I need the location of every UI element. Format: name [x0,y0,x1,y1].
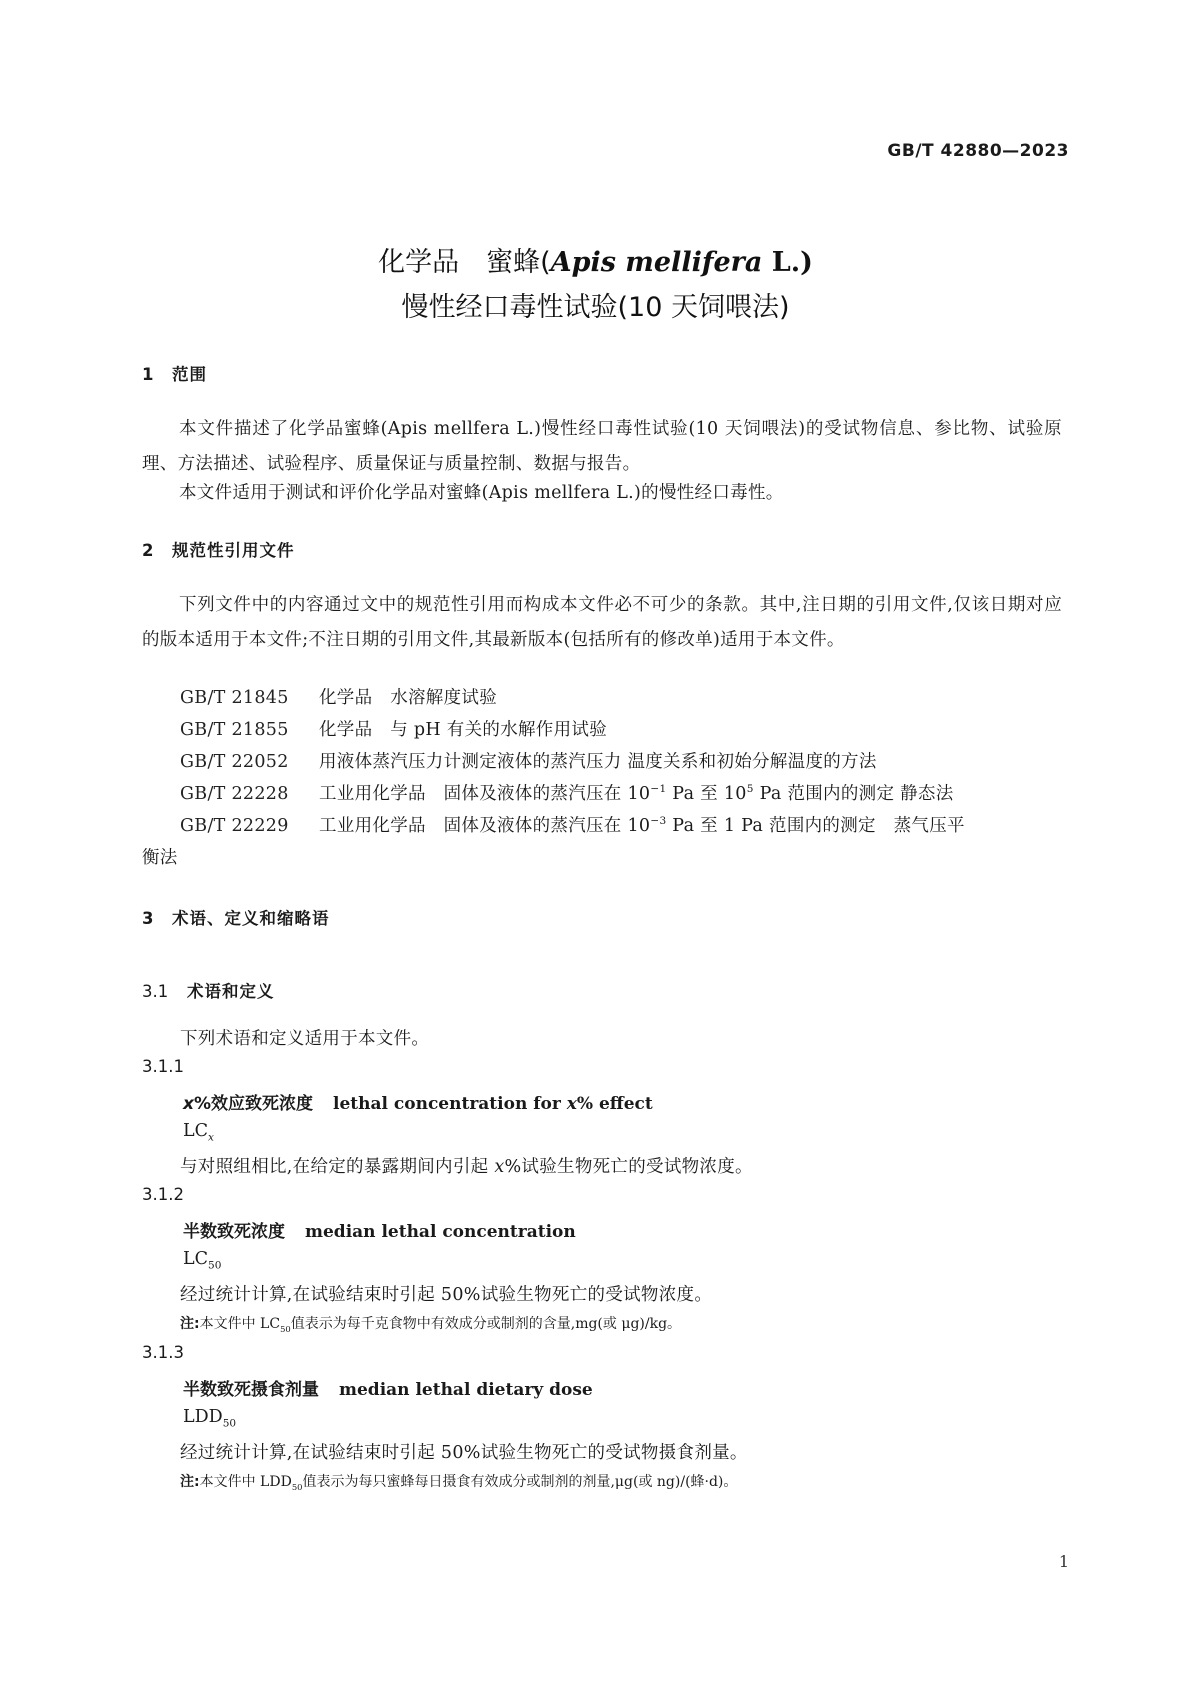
section-1-heading [142,361,207,385]
reference-code: GB/T 22229 [180,816,289,836]
term-definition: 经过统计计算,在试验结束时引起 50%试验生物死亡的受试物浓度。 [180,1285,713,1305]
term-english: median lethal dietary dose [339,1380,593,1400]
section-1-paragraph-2: 本文件适用于测试和评价化学品对蜜蜂(Apis mellfera L.)的慢性经口毒性。 [179,483,784,503]
reference-code: GB/T 22228 [180,784,289,804]
reference-code: GB/T 22052 [180,752,289,772]
abbr-subscript: 50 [208,1259,222,1272]
note-subscript: 50 [280,1323,291,1334]
section-3-heading [142,905,330,929]
exponent: 5 [746,783,754,796]
note-text: 值表示为每只蜜蜂每日摄食有效成分或制剂的剂量,μg(或 ng)/(蜂·d)。 [302,1474,738,1490]
exponent: −3 [650,815,667,828]
abbr-subscript: x [208,1131,214,1144]
term-definition: 经过统计计算,在试验结束时引起 50%试验生物死亡的受试物摄食剂量。 [180,1443,748,1463]
term-heading [183,1089,653,1114]
term-number: 3.1.1 [142,1057,184,1076]
note-text: 本文件中 LC [199,1316,281,1332]
term-english-variable: x [566,1094,577,1114]
subsection-number: 3.1 [142,982,169,1001]
reference-title-part: Pa 范围内的测定 静态法 [753,784,954,804]
term-english-part: lethal concentration for [333,1094,567,1114]
definition-variable: x [494,1157,505,1177]
section-2-title: 规范性引用文件 [172,541,295,560]
term-chinese: 半数致死摄食剂量 [183,1380,319,1400]
section-3-number: 3 [142,909,155,928]
term-heading [183,1375,593,1400]
reference-item [180,748,877,773]
term-variable: x [183,1094,194,1114]
page-number: 1 [1058,1552,1069,1571]
note-subscript: 50 [291,1481,303,1492]
section-2-intro: 下列文件中的内容通过文中的规范性引用而构成本文件必不可少的条款。其中,注日期的引用文件,仅该日期对应的版本适用于本文件;不注日期的引用文件,其最新版本(包括所有的修改单)适用于本文件。 [142,595,1062,650]
reference-item [180,780,954,805]
standard-code: GB/T 42880—2023 [887,141,1069,161]
document-title-line1 [0,243,1191,283]
section-2-heading [142,537,295,561]
section-1-number: 1 [142,365,155,384]
subsection-title: 术语和定义 [187,982,275,1001]
document-title-line2: 慢性经口毒性试验(10 天饲喂法) [401,292,790,323]
exponent: −1 [650,783,667,796]
definition-part: 与对照组相比,在给定的暴露期间内引起 [180,1157,495,1177]
note-text: 值表示为每千克食物中有效成分或制剂的含量,mg(或 μg)/kg。 [290,1316,682,1332]
reference-continuation: 衡法 [142,848,178,868]
note-text: 本文件中 LDD [199,1474,292,1490]
title-prefix: 化学品 蜜蜂( [378,247,551,278]
abbr-subscript: 50 [222,1417,237,1430]
reference-title: 用液体蒸汽压力计测定液体的蒸汽压力 温度关系和初始分解温度的方法 [319,752,877,772]
term-chinese: 半数致死浓度 [183,1222,285,1242]
term-heading [183,1217,576,1242]
reference-title-part: 工业用化学品 固体及液体的蒸汽压在 10 [319,784,651,804]
note-label: 注: [180,1316,200,1332]
reference-title-part: Pa 至 10 [666,784,747,804]
term-number: 3.1.3 [142,1343,184,1362]
term-abbreviation [183,1407,236,1430]
abbr-text: LC [183,1249,209,1269]
subsection-intro: 下列术语和定义适用于本文件。 [180,1029,430,1049]
reference-code: GB/T 21845 [180,688,289,708]
reference-title-part: Pa 至 1 Pa 范围内的测定 蒸气压平 [666,816,965,836]
abbr-text: LDD [183,1407,223,1427]
term-english [333,1094,653,1114]
note-label: 注: [180,1474,200,1490]
definition-part: %试验生物死亡的受试物浓度。 [504,1157,753,1177]
section-1-paragraph-1: 本文件描述了化学品蜜蜂(Apis mellfera L.)慢性经口毒性试验(10 天饲喂法)的受试物信息、参比物、试验原理、方法描述、试验程序、质量保证与质量控制、数据与报告。 [142,419,1062,474]
term-abbreviation [183,1121,214,1144]
reference-code: GB/T 21855 [180,720,289,740]
term-definition [180,1153,753,1178]
term-english: median lethal concentration [305,1222,576,1242]
abbr-text: LC [183,1121,209,1141]
term-english-part: % effect [576,1094,653,1114]
reference-item [180,812,965,837]
term-note [180,1313,681,1334]
term-number: 3.1.2 [142,1185,184,1204]
reference-item [180,716,607,741]
term-chinese: %效应致死浓度 [193,1094,314,1114]
title-species: Apis mellifera [550,247,763,278]
term-abbreviation [183,1249,221,1272]
reference-title-part: 工业用化学品 固体及液体的蒸汽压在 10 [319,816,651,836]
title-suffix: L.) [762,247,813,278]
section-1-title: 范围 [172,365,207,384]
term-note [180,1471,737,1492]
title-species-latin [551,247,813,278]
reference-item [180,684,497,709]
subsection-3-1-heading [142,978,275,1002]
reference-title: 化学品 与 pH 有关的水解作用试验 [319,720,607,740]
section-2-number: 2 [142,541,155,560]
reference-title: 化学品 水溶解度试验 [319,688,497,708]
section-3-title: 术语、定义和缩略语 [172,909,330,928]
